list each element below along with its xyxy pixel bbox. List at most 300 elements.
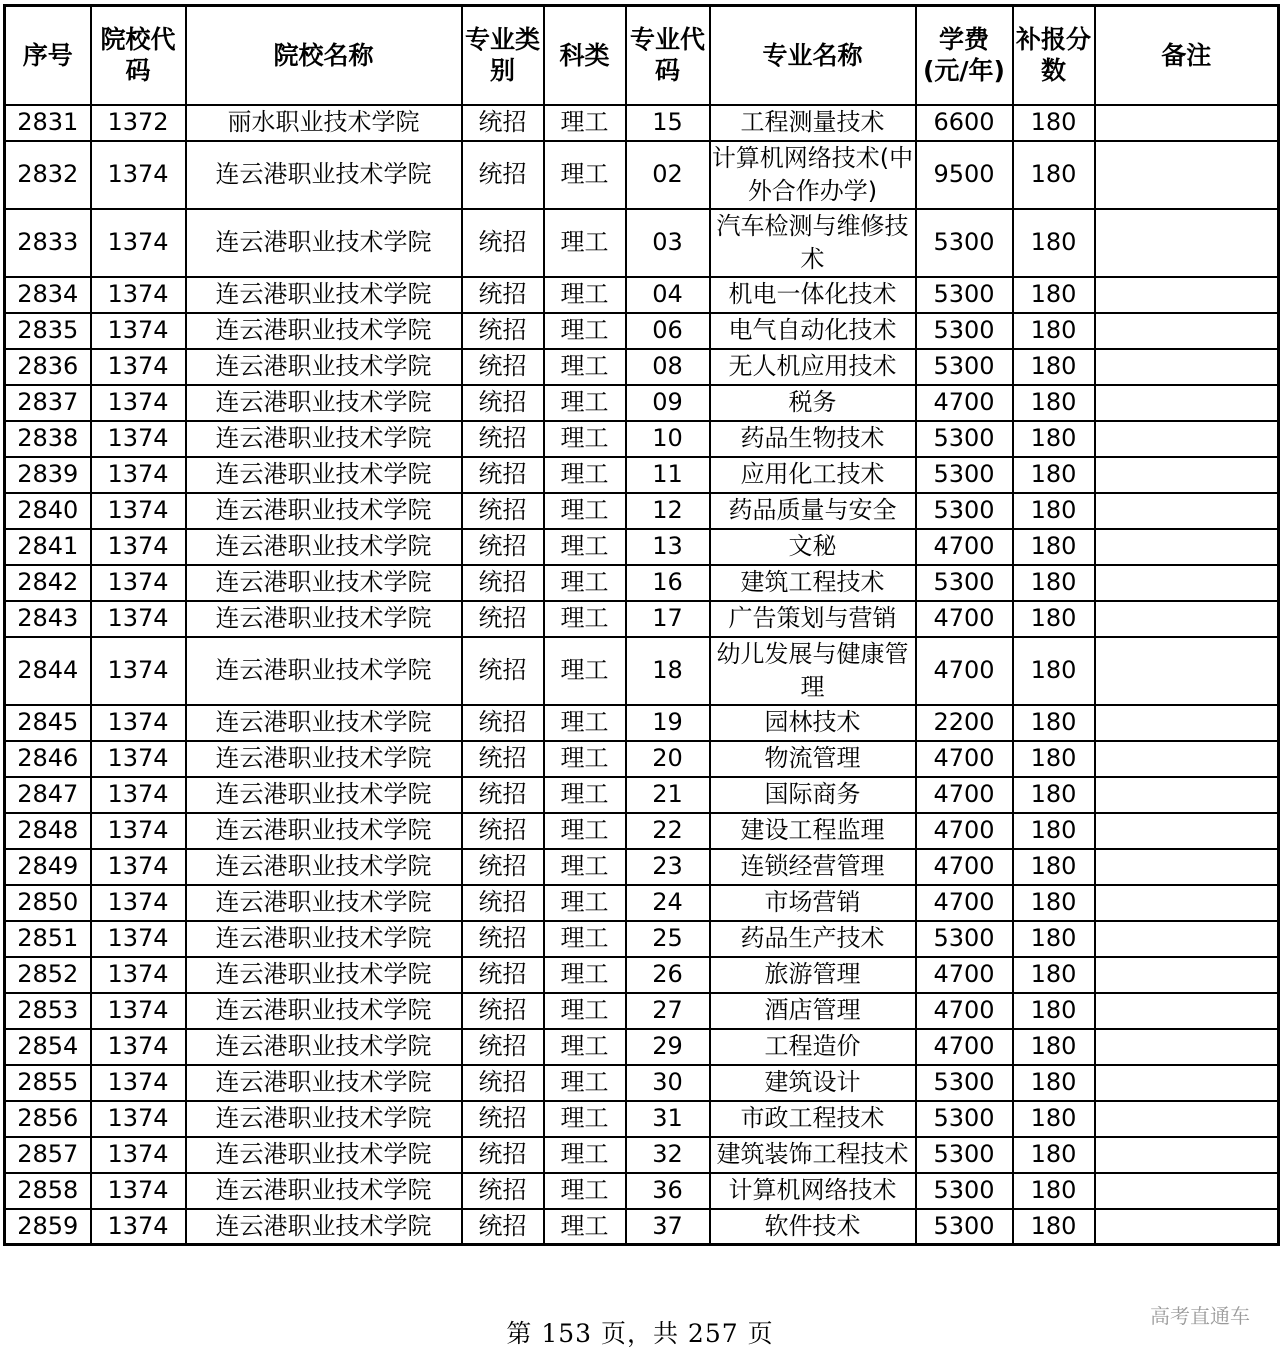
cell-no: 2834 (5, 277, 91, 313)
cell-major-name: 药品质量与安全 (710, 493, 916, 529)
cell-subject: 理工 (544, 421, 626, 457)
cell-category: 统招 (462, 1137, 544, 1173)
cell-no: 2847 (5, 777, 91, 813)
cell-remark (1095, 141, 1279, 209)
cell-category: 统招 (462, 601, 544, 637)
table-row (5, 1209, 1279, 1245)
cell-school-code: 1374 (91, 813, 186, 849)
cell-major-code: 06 (626, 313, 710, 349)
cell-school-code: 1374 (91, 601, 186, 637)
table-row (5, 1065, 1279, 1101)
cell-category: 统招 (462, 849, 544, 885)
cell-fee: 5300 (916, 921, 1013, 957)
cell-score: 180 (1013, 1209, 1095, 1245)
cell-category: 统招 (462, 885, 544, 921)
cell-major-code: 37 (626, 1209, 710, 1245)
cell-major-name: 园林技术 (710, 705, 916, 741)
cell-no: 2854 (5, 1029, 91, 1065)
cell-category: 统招 (462, 457, 544, 493)
cell-subject: 理工 (544, 1029, 626, 1065)
cell-category: 统招 (462, 1173, 544, 1209)
cell-subject: 理工 (544, 921, 626, 957)
cell-score: 180 (1013, 209, 1095, 277)
cell-school-name: 连云港职业技术学院 (186, 277, 462, 313)
table-row (5, 313, 1279, 349)
cell-major-name: 税务 (710, 385, 916, 421)
cell-category: 统招 (462, 1101, 544, 1137)
cell-major-name: 工程造价 (710, 1029, 916, 1065)
cell-no: 2841 (5, 529, 91, 565)
cell-fee: 5300 (916, 1209, 1013, 1245)
cell-score: 180 (1013, 529, 1095, 565)
cell-school-name: 连云港职业技术学院 (186, 1173, 462, 1209)
cell-score: 180 (1013, 421, 1095, 457)
header-fee: 学费(元/年) (916, 6, 1013, 105)
cell-fee: 4700 (916, 741, 1013, 777)
cell-fee: 4700 (916, 601, 1013, 637)
cell-school-code: 1374 (91, 349, 186, 385)
cell-score: 180 (1013, 277, 1095, 313)
cell-major-name: 旅游管理 (710, 957, 916, 993)
cell-remark (1095, 493, 1279, 529)
cell-fee: 5300 (916, 1065, 1013, 1101)
cell-major-name: 汽车检测与维修技术 (710, 209, 916, 277)
cell-remark (1095, 813, 1279, 849)
header-score: 补报分数 (1013, 6, 1095, 105)
cell-school-name: 连云港职业技术学院 (186, 1209, 462, 1245)
cell-remark (1095, 705, 1279, 741)
cell-school-name: 连云港职业技术学院 (186, 777, 462, 813)
table-row (5, 885, 1279, 921)
cell-major-code: 10 (626, 421, 710, 457)
cell-major-code: 17 (626, 601, 710, 637)
cell-major-code: 09 (626, 385, 710, 421)
cell-school-code: 1374 (91, 421, 186, 457)
cell-subject: 理工 (544, 993, 626, 1029)
cell-no: 2852 (5, 957, 91, 993)
cell-school-code: 1374 (91, 957, 186, 993)
header-row (5, 6, 1279, 105)
cell-score: 180 (1013, 813, 1095, 849)
cell-school-name: 连云港职业技术学院 (186, 565, 462, 601)
cell-score: 180 (1013, 885, 1095, 921)
cell-school-name: 连云港职业技术学院 (186, 349, 462, 385)
cell-fee: 5300 (916, 1173, 1013, 1209)
cell-category: 统招 (462, 493, 544, 529)
cell-score: 180 (1013, 921, 1095, 957)
table-row (5, 1137, 1279, 1173)
cell-subject: 理工 (544, 529, 626, 565)
cell-subject: 理工 (544, 1209, 626, 1245)
cell-major-name: 计算机网络技术(中外合作办学) (710, 141, 916, 209)
cell-score: 180 (1013, 565, 1095, 601)
cell-fee: 4700 (916, 637, 1013, 705)
table-row (5, 1029, 1279, 1065)
cell-category: 统招 (462, 1209, 544, 1245)
cell-fee: 4700 (916, 529, 1013, 565)
cell-category: 统招 (462, 957, 544, 993)
cell-no: 2851 (5, 921, 91, 957)
table-row (5, 565, 1279, 601)
cell-major-code: 16 (626, 565, 710, 601)
watermark: 高考直通车 (1150, 1304, 1250, 1328)
cell-remark (1095, 777, 1279, 813)
header-subject: 科类 (544, 6, 626, 105)
cell-subject: 理工 (544, 1137, 626, 1173)
cell-major-code: 02 (626, 141, 710, 209)
cell-category: 统招 (462, 1029, 544, 1065)
cell-no: 2842 (5, 565, 91, 601)
cell-remark (1095, 993, 1279, 1029)
table-row (5, 209, 1279, 277)
cell-no: 2858 (5, 1173, 91, 1209)
cell-fee: 5300 (916, 349, 1013, 385)
cell-school-name: 连云港职业技术学院 (186, 741, 462, 777)
cell-school-name: 连云港职业技术学院 (186, 1065, 462, 1101)
cell-school-code: 1372 (91, 105, 186, 141)
cell-major-code: 19 (626, 705, 710, 741)
cell-major-code: 11 (626, 457, 710, 493)
cell-subject: 理工 (544, 777, 626, 813)
cell-fee: 2200 (916, 705, 1013, 741)
cell-fee: 5300 (916, 277, 1013, 313)
cell-category: 统招 (462, 565, 544, 601)
cell-fee: 5300 (916, 313, 1013, 349)
cell-remark (1095, 421, 1279, 457)
cell-major-code: 13 (626, 529, 710, 565)
cell-fee: 4700 (916, 885, 1013, 921)
cell-category: 统招 (462, 349, 544, 385)
table-row (5, 705, 1279, 741)
cell-major-name: 广告策划与营销 (710, 601, 916, 637)
table-row (5, 601, 1279, 637)
cell-category: 统招 (462, 313, 544, 349)
cell-fee: 4700 (916, 849, 1013, 885)
cell-remark (1095, 1029, 1279, 1065)
cell-major-code: 12 (626, 493, 710, 529)
table-row (5, 349, 1279, 385)
cell-school-code: 1374 (91, 1173, 186, 1209)
table-row (5, 993, 1279, 1029)
cell-major-code: 27 (626, 993, 710, 1029)
cell-fee: 6600 (916, 105, 1013, 141)
cell-remark (1095, 313, 1279, 349)
cell-score: 180 (1013, 141, 1095, 209)
cell-major-name: 机电一体化技术 (710, 277, 916, 313)
cell-category: 统招 (462, 141, 544, 209)
cell-no: 2836 (5, 349, 91, 385)
cell-category: 统招 (462, 993, 544, 1029)
cell-category: 统招 (462, 421, 544, 457)
cell-category: 统招 (462, 741, 544, 777)
cell-subject: 理工 (544, 565, 626, 601)
cell-subject: 理工 (544, 209, 626, 277)
cell-fee: 9500 (916, 141, 1013, 209)
cell-major-code: 04 (626, 277, 710, 313)
cell-no: 2843 (5, 601, 91, 637)
cell-school-name: 连云港职业技术学院 (186, 457, 462, 493)
cell-category: 统招 (462, 813, 544, 849)
table-row (5, 813, 1279, 849)
cell-score: 180 (1013, 993, 1095, 1029)
cell-category: 统招 (462, 277, 544, 313)
cell-subject: 理工 (544, 313, 626, 349)
header-major-name: 专业名称 (710, 6, 916, 105)
cell-no: 2844 (5, 637, 91, 705)
cell-major-name: 幼儿发展与健康管理 (710, 637, 916, 705)
cell-no: 2850 (5, 885, 91, 921)
header-major-code: 专业代码 (626, 6, 710, 105)
cell-score: 180 (1013, 1101, 1095, 1137)
cell-score: 180 (1013, 493, 1095, 529)
cell-no: 2837 (5, 385, 91, 421)
cell-remark (1095, 1173, 1279, 1209)
cell-subject: 理工 (544, 1173, 626, 1209)
cell-school-name: 连云港职业技术学院 (186, 921, 462, 957)
cell-fee: 5300 (916, 493, 1013, 529)
table-row (5, 957, 1279, 993)
cell-school-name: 连云港职业技术学院 (186, 957, 462, 993)
cell-subject: 理工 (544, 277, 626, 313)
cell-score: 180 (1013, 1173, 1095, 1209)
cell-major-name: 物流管理 (710, 741, 916, 777)
cell-major-name: 连锁经营管理 (710, 849, 916, 885)
cell-remark (1095, 105, 1279, 141)
cell-score: 180 (1013, 105, 1095, 141)
cell-fee: 5300 (916, 421, 1013, 457)
cell-school-code: 1374 (91, 493, 186, 529)
cell-major-name: 建筑设计 (710, 1065, 916, 1101)
cell-score: 180 (1013, 1137, 1095, 1173)
cell-major-name: 无人机应用技术 (710, 349, 916, 385)
table-row (5, 849, 1279, 885)
cell-subject: 理工 (544, 385, 626, 421)
cell-no: 2857 (5, 1137, 91, 1173)
cell-school-code: 1374 (91, 849, 186, 885)
cell-remark (1095, 885, 1279, 921)
cell-score: 180 (1013, 1065, 1095, 1101)
cell-remark (1095, 741, 1279, 777)
cell-remark (1095, 957, 1279, 993)
cell-fee: 4700 (916, 813, 1013, 849)
header-no: 序号 (5, 6, 91, 105)
cell-no: 2845 (5, 705, 91, 741)
cell-remark (1095, 601, 1279, 637)
cell-major-name: 药品生物技术 (710, 421, 916, 457)
cell-remark (1095, 849, 1279, 885)
cell-category: 统招 (462, 1065, 544, 1101)
cell-subject: 理工 (544, 493, 626, 529)
cell-subject: 理工 (544, 1101, 626, 1137)
cell-score: 180 (1013, 601, 1095, 637)
cell-fee: 4700 (916, 993, 1013, 1029)
cell-school-name: 连云港职业技术学院 (186, 705, 462, 741)
cell-school-name: 连云港职业技术学院 (186, 1029, 462, 1065)
table-row (5, 1173, 1279, 1209)
cell-no: 2833 (5, 209, 91, 277)
table-row (5, 141, 1279, 209)
cell-no: 2849 (5, 849, 91, 885)
cell-category: 统招 (462, 777, 544, 813)
header-school-code: 院校代码 (91, 6, 186, 105)
cell-school-name: 连云港职业技术学院 (186, 993, 462, 1029)
cell-score: 180 (1013, 741, 1095, 777)
cell-no: 2846 (5, 741, 91, 777)
table-row (5, 105, 1279, 141)
cell-fee: 4700 (916, 385, 1013, 421)
cell-school-code: 1374 (91, 741, 186, 777)
cell-subject: 理工 (544, 349, 626, 385)
cell-remark (1095, 1101, 1279, 1137)
cell-subject: 理工 (544, 741, 626, 777)
cell-score: 180 (1013, 313, 1095, 349)
cell-major-name: 建筑装饰工程技术 (710, 1137, 916, 1173)
cell-school-name: 连云港职业技术学院 (186, 601, 462, 637)
cell-no: 2838 (5, 421, 91, 457)
cell-remark (1095, 637, 1279, 705)
cell-school-code: 1374 (91, 885, 186, 921)
table-body (5, 105, 1279, 1245)
cell-school-name: 连云港职业技术学院 (186, 637, 462, 705)
cell-major-name: 药品生产技术 (710, 921, 916, 957)
cell-school-code: 1374 (91, 637, 186, 705)
cell-school-code: 1374 (91, 565, 186, 601)
cell-school-code: 1374 (91, 141, 186, 209)
cell-subject: 理工 (544, 601, 626, 637)
cell-fee: 4700 (916, 1029, 1013, 1065)
cell-category: 统招 (462, 529, 544, 565)
cell-major-name: 酒店管理 (710, 993, 916, 1029)
cell-major-code: 22 (626, 813, 710, 849)
cell-no: 2855 (5, 1065, 91, 1101)
cell-no: 2859 (5, 1209, 91, 1245)
cell-major-code: 20 (626, 741, 710, 777)
table-row (5, 493, 1279, 529)
cell-fee: 4700 (916, 777, 1013, 813)
cell-fee: 5300 (916, 209, 1013, 277)
cell-score: 180 (1013, 385, 1095, 421)
cell-remark (1095, 1209, 1279, 1245)
cell-subject: 理工 (544, 849, 626, 885)
cell-category: 统招 (462, 705, 544, 741)
cell-remark (1095, 209, 1279, 277)
table-row (5, 277, 1279, 313)
cell-school-name: 连云港职业技术学院 (186, 493, 462, 529)
cell-no: 2832 (5, 141, 91, 209)
cell-major-code: 21 (626, 777, 710, 813)
cell-school-code: 1374 (91, 1065, 186, 1101)
cell-category: 统招 (462, 209, 544, 277)
cell-remark (1095, 529, 1279, 565)
cell-school-name: 连云港职业技术学院 (186, 209, 462, 277)
cell-subject: 理工 (544, 105, 626, 141)
cell-subject: 理工 (544, 637, 626, 705)
cell-score: 180 (1013, 957, 1095, 993)
cell-major-code: 15 (626, 105, 710, 141)
cell-remark (1095, 921, 1279, 957)
cell-school-code: 1374 (91, 921, 186, 957)
cell-fee: 5300 (916, 1101, 1013, 1137)
admissions-table (3, 4, 1280, 1246)
cell-school-code: 1374 (91, 1209, 186, 1245)
cell-school-code: 1374 (91, 1101, 186, 1137)
cell-school-name: 连云港职业技术学院 (186, 885, 462, 921)
cell-no: 2835 (5, 313, 91, 349)
cell-major-name: 国际商务 (710, 777, 916, 813)
table-row (5, 1101, 1279, 1137)
table-row (5, 385, 1279, 421)
cell-score: 180 (1013, 705, 1095, 741)
header-category: 专业类别 (462, 6, 544, 105)
cell-school-name: 连云港职业技术学院 (186, 313, 462, 349)
cell-major-code: 23 (626, 849, 710, 885)
table-row (5, 921, 1279, 957)
cell-score: 180 (1013, 457, 1095, 493)
cell-school-name: 连云港职业技术学院 (186, 385, 462, 421)
cell-score: 180 (1013, 637, 1095, 705)
cell-school-code: 1374 (91, 993, 186, 1029)
header-remark: 备注 (1095, 6, 1279, 105)
cell-no: 2831 (5, 105, 91, 141)
cell-major-name: 市政工程技术 (710, 1101, 916, 1137)
cell-remark (1095, 565, 1279, 601)
cell-school-code: 1374 (91, 277, 186, 313)
cell-fee: 4700 (916, 957, 1013, 993)
cell-remark (1095, 1137, 1279, 1173)
cell-major-name: 电气自动化技术 (710, 313, 916, 349)
cell-major-name: 市场营销 (710, 885, 916, 921)
cell-school-name: 连云港职业技术学院 (186, 529, 462, 565)
cell-school-code: 1374 (91, 1137, 186, 1173)
cell-subject: 理工 (544, 885, 626, 921)
cell-category: 统招 (462, 921, 544, 957)
cell-remark (1095, 349, 1279, 385)
cell-no: 2848 (5, 813, 91, 849)
cell-school-code: 1374 (91, 705, 186, 741)
cell-major-code: 25 (626, 921, 710, 957)
cell-major-code: 30 (626, 1065, 710, 1101)
cell-major-name: 建筑工程技术 (710, 565, 916, 601)
cell-school-name: 连云港职业技术学院 (186, 1101, 462, 1137)
cell-school-name: 连云港职业技术学院 (186, 849, 462, 885)
header-school-name: 院校名称 (186, 6, 462, 105)
cell-score: 180 (1013, 349, 1095, 385)
cell-major-code: 29 (626, 1029, 710, 1065)
cell-fee: 5300 (916, 565, 1013, 601)
cell-fee: 5300 (916, 1137, 1013, 1173)
cell-major-code: 36 (626, 1173, 710, 1209)
cell-no: 2856 (5, 1101, 91, 1137)
cell-fee: 5300 (916, 457, 1013, 493)
cell-major-name: 计算机网络技术 (710, 1173, 916, 1209)
cell-school-code: 1374 (91, 457, 186, 493)
cell-remark (1095, 385, 1279, 421)
cell-major-code: 24 (626, 885, 710, 921)
cell-subject: 理工 (544, 705, 626, 741)
cell-remark (1095, 457, 1279, 493)
cell-remark (1095, 1065, 1279, 1101)
cell-subject: 理工 (544, 141, 626, 209)
cell-school-name: 连云港职业技术学院 (186, 421, 462, 457)
cell-school-code: 1374 (91, 529, 186, 565)
table-row (5, 529, 1279, 565)
cell-no: 2853 (5, 993, 91, 1029)
cell-score: 180 (1013, 849, 1095, 885)
cell-category: 统招 (462, 637, 544, 705)
cell-no: 2839 (5, 457, 91, 493)
cell-school-code: 1374 (91, 209, 186, 277)
cell-major-name: 工程测量技术 (710, 105, 916, 141)
